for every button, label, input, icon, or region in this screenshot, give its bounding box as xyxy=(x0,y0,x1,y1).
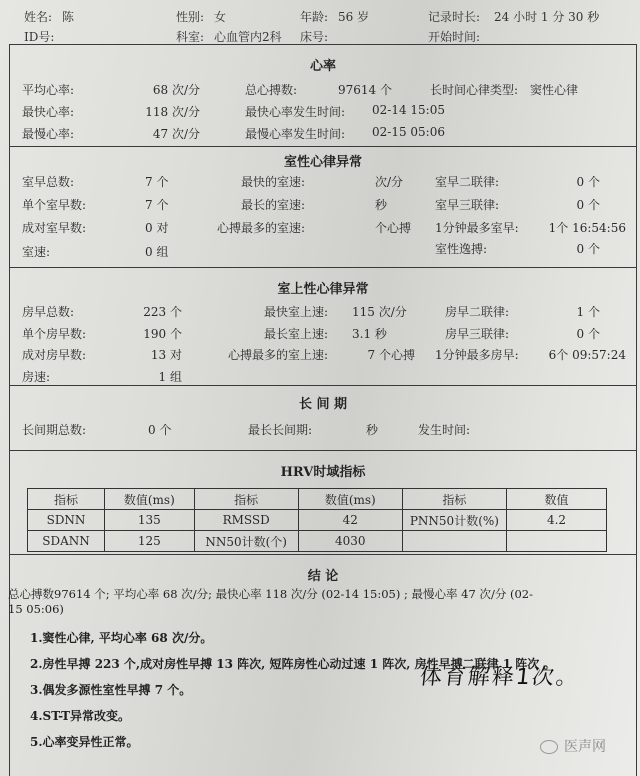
patient-header xyxy=(0,0,640,44)
hrv-table xyxy=(27,488,607,552)
duration-label: 记录时长: xyxy=(428,10,481,24)
max-hr-time-value: 02-14 15:05 xyxy=(372,103,445,117)
dept-value: 心血管内2科 xyxy=(214,30,282,44)
field-label: 最快的室速: xyxy=(240,175,305,189)
table-row xyxy=(28,531,607,552)
long-interval-total-label: 长间期总数: xyxy=(22,423,87,437)
ventricular-title: 室性心律异常 xyxy=(283,155,362,170)
longest-interval-label: 最长长间期: xyxy=(248,423,313,437)
table-cell: RMSSD xyxy=(194,510,298,531)
field-label: 房速: xyxy=(22,370,51,384)
hrv-title: HRV时域指标 xyxy=(280,465,366,480)
hrv-header-row xyxy=(28,489,607,510)
field-label: 室早三联律: xyxy=(435,198,500,212)
watermark xyxy=(540,736,606,756)
field-label: 1分钟最多室早: xyxy=(435,221,519,235)
field-value: 1 个 xyxy=(576,305,600,319)
field-value: 0 个 xyxy=(576,175,600,189)
table-cell: 135 xyxy=(105,510,195,531)
column-header: 指标 xyxy=(28,489,105,510)
sex-label: 性别: xyxy=(176,10,205,24)
conclusion-item: 2.房性早搏 223 个,成对房性早搏 13 阵次, 短阵房性心动过速 1 阵次, 房性早搏二联律 1 阵次 。 xyxy=(30,657,556,671)
field-label: 室性逸搏: xyxy=(435,242,488,256)
conclusion-summary-line2: 15 05:06) xyxy=(8,602,64,616)
field-value: 1 组 xyxy=(158,370,182,384)
conclusion-title: 结 论 xyxy=(307,569,339,584)
supraventricular-title: 室上性心律异常 xyxy=(277,282,369,297)
table-cell: SDANN xyxy=(28,531,105,552)
column-header: 数值(ms) xyxy=(105,489,195,510)
table-row xyxy=(28,510,607,531)
id-label: ID号: xyxy=(24,30,55,44)
table-cell: SDNN xyxy=(28,510,105,531)
rhythm-type-label: 长时间心律类型: xyxy=(430,83,519,97)
long-interval-title: 长 间 期 xyxy=(298,397,348,412)
field-value: 3.1 秒 xyxy=(352,327,387,341)
field-value: 个心搏 xyxy=(375,221,412,235)
bed-label: 床号: xyxy=(300,30,329,44)
table-cell: 4.2 xyxy=(506,510,606,531)
min-hr-label: 最慢心率: xyxy=(22,127,75,141)
table-cell: 125 xyxy=(105,531,195,552)
long-interval-total-value: 0 个 xyxy=(148,423,172,437)
hrv-section xyxy=(10,451,636,555)
field-label: 心搏最多的室速: xyxy=(216,221,305,235)
column-header: 数值 xyxy=(506,489,606,510)
table-cell: 42 xyxy=(298,510,402,531)
max-hr-value: 118 次/分 xyxy=(145,105,200,119)
dept-label: 科室: xyxy=(176,30,205,44)
heart-rate-section xyxy=(10,45,636,147)
field-value: 7 个 xyxy=(145,198,169,212)
table-cell: NN50计数(个) xyxy=(194,531,298,552)
handwritten-note: 体育解释1次。 xyxy=(418,665,582,690)
field-value: 115 次/分 xyxy=(352,305,407,319)
field-value: 0 组 xyxy=(145,245,169,259)
field-label: 房早三联律: xyxy=(445,327,510,341)
field-label: 室早总数: xyxy=(22,175,75,189)
total-beats-value: 97614 个 xyxy=(338,83,392,97)
start-time-label: 开始时间: xyxy=(428,30,481,44)
field-label: 房早总数: xyxy=(22,305,75,319)
duration-value: 24 小时 1 分 30 秒 xyxy=(494,10,600,24)
longest-interval-value: 秒 xyxy=(366,423,379,437)
heart-rate-title: 心率 xyxy=(309,59,336,74)
sex-value: 女 xyxy=(214,10,227,24)
field-value: 0 个 xyxy=(576,198,600,212)
watermark-text: 医声网 xyxy=(564,739,606,755)
max-hr-time-label: 最快心率发生时间: xyxy=(245,105,346,119)
name-value: 陈 xyxy=(62,10,75,24)
age-value: 56 岁 xyxy=(338,10,370,24)
field-value: 1个 16:54:56 xyxy=(548,221,626,235)
max-hr-label: 最快心率: xyxy=(22,105,75,119)
field-label: 最长的室速: xyxy=(240,198,305,212)
field-value: 0 对 xyxy=(145,221,169,235)
field-value: 223 个 xyxy=(143,305,182,319)
table-cell: PNN50计数(%) xyxy=(402,510,506,531)
min-hr-time-value: 02-15 05:06 xyxy=(372,125,445,139)
conclusion-item: 3.偶发多源性室性早搏 7 个。 xyxy=(30,683,192,697)
table-cell xyxy=(402,531,506,552)
conclusion-item: 5.心率变异性正常。 xyxy=(30,735,139,749)
avg-hr-label: 平均心率: xyxy=(22,83,75,97)
occurrence-time-label: 发生时间: xyxy=(418,423,471,437)
conclusion-summary-line1: 总心搏数97614 个; 平均心率 68 次/分; 最快心率 118 次/分 (02-14 15:05) ; 最慢心率 47 次/分 (02- xyxy=(8,587,533,601)
field-label: 最长室上速: xyxy=(263,327,328,341)
field-label: 最快室上速: xyxy=(263,305,328,319)
field-value: 次/分 xyxy=(375,175,404,189)
field-value: 7 个心搏 xyxy=(367,348,415,362)
conclusion-item: 4.ST-T异常改变。 xyxy=(30,709,131,723)
field-label: 1分钟最多房早: xyxy=(435,348,519,362)
field-value: 秒 xyxy=(375,198,388,212)
field-label: 单个房早数: xyxy=(22,327,87,341)
column-header: 指标 xyxy=(402,489,506,510)
column-header: 数值(ms) xyxy=(298,489,402,510)
wechat-icon xyxy=(540,740,558,754)
field-label: 心搏最多的室上速: xyxy=(227,348,328,362)
column-header: 指标 xyxy=(194,489,298,510)
table-cell xyxy=(506,531,606,552)
field-value: 7 个 xyxy=(145,175,169,189)
field-label: 成对室早数: xyxy=(22,221,87,235)
name-label: 姓名: xyxy=(24,10,53,24)
field-label: 成对房早数: xyxy=(22,348,87,362)
field-label: 室速: xyxy=(22,245,51,259)
total-beats-label: 总心搏数: xyxy=(245,83,298,97)
min-hr-value: 47 次/分 xyxy=(152,127,200,141)
field-value: 13 对 xyxy=(150,348,182,362)
field-value: 6个 09:57:24 xyxy=(548,348,626,362)
supraventricular-section xyxy=(10,268,636,386)
field-value: 0 个 xyxy=(576,242,600,256)
conclusion-item: 1.窦性心律, 平均心率 68 次/分。 xyxy=(30,631,213,645)
min-hr-time-label: 最慢心率发生时间: xyxy=(245,127,346,141)
table-cell: 4030 xyxy=(298,531,402,552)
ventricular-section xyxy=(10,147,636,268)
field-value: 190 个 xyxy=(143,327,182,341)
field-label: 房早二联律: xyxy=(445,305,510,319)
field-label: 室早二联律: xyxy=(435,175,500,189)
age-label: 年龄: xyxy=(300,10,329,24)
avg-hr-value: 68 次/分 xyxy=(152,83,200,97)
rhythm-type-value: 窦性心律 xyxy=(530,83,579,97)
field-label: 单个室早数: xyxy=(22,198,87,212)
long-interval-section xyxy=(10,386,636,451)
field-value: 0 个 xyxy=(576,327,600,341)
